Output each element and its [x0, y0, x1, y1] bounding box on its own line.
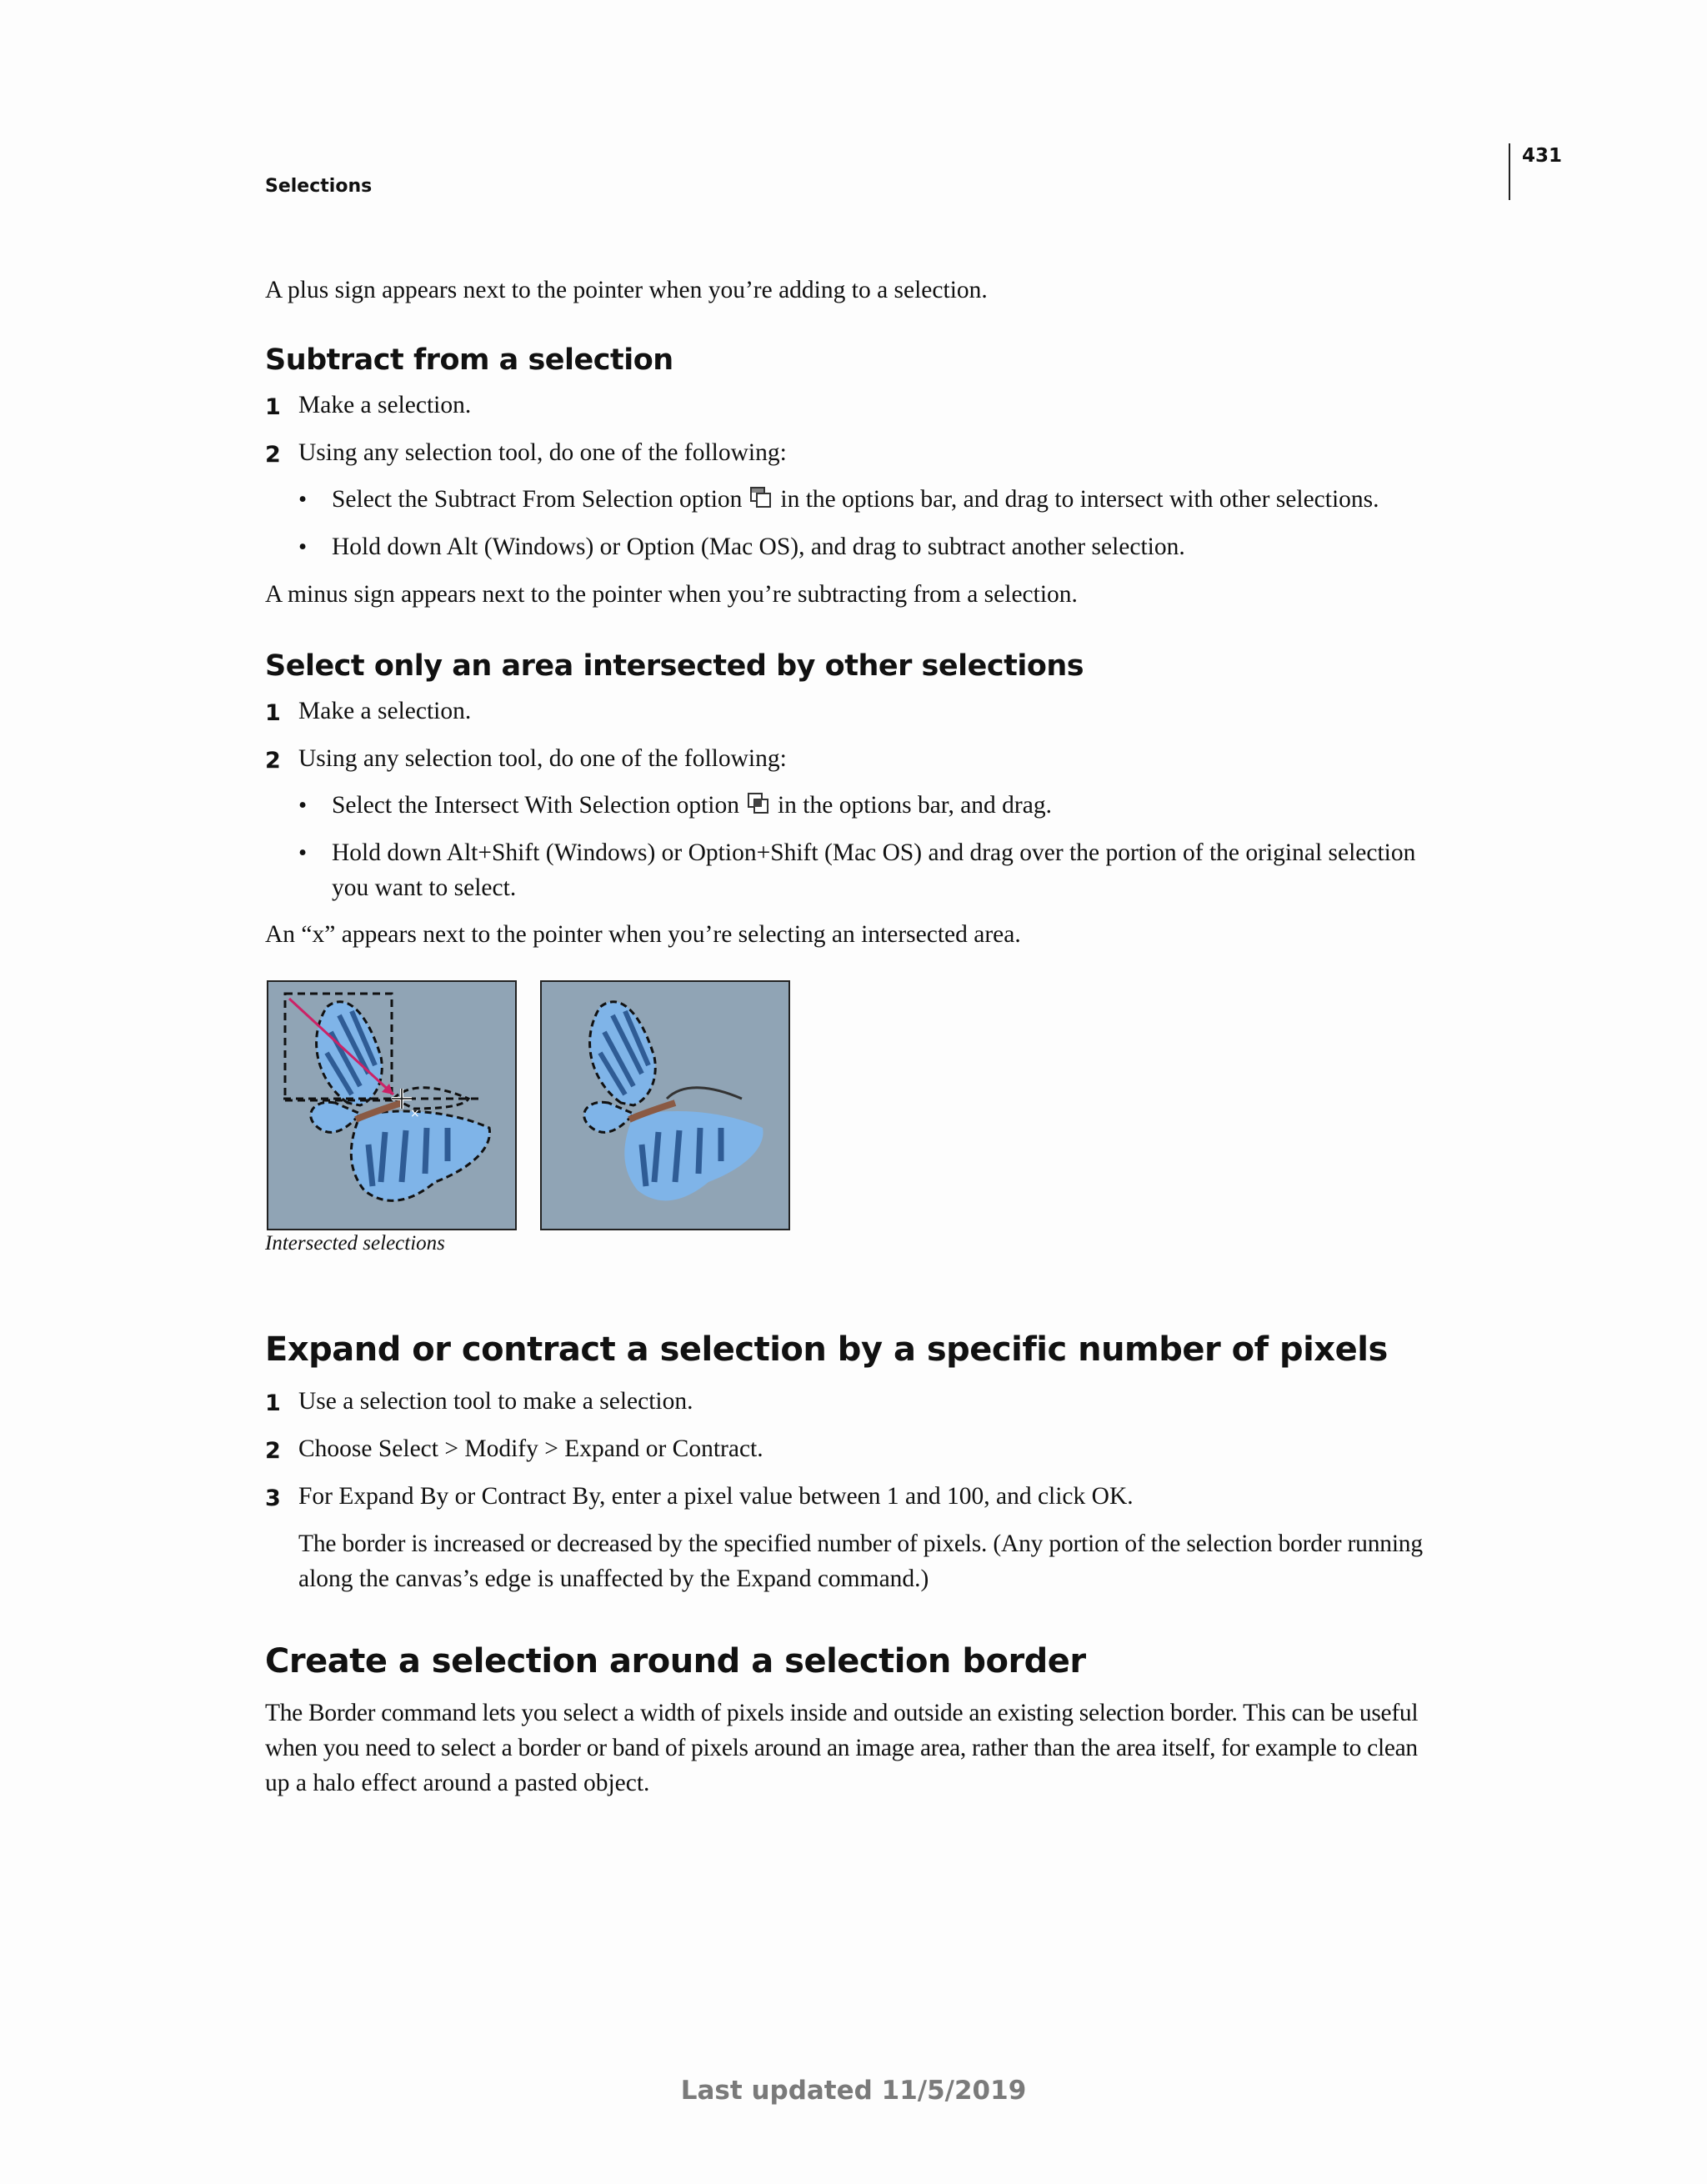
footer-last-updated: Last updated 11/5/2019: [680, 2076, 1027, 2106]
header-rule: [1509, 143, 1510, 200]
bullet: •: [298, 533, 308, 560]
bullet-text: Hold down Alt+Shift (Windows) or Option+Shift (Mac OS) and drag over the portion of the original selection: [332, 839, 1416, 866]
step-text: Choose Select > Modify > Expand or Contract.: [298, 1435, 763, 1462]
running-header: Selections: [265, 176, 373, 197]
svg-text:×: ×: [410, 1107, 420, 1120]
step-number: 1: [265, 700, 281, 726]
expand-note-line: The border is increased or decreased by the specified number of pixels. (Any portion of the selection border running: [298, 1530, 1423, 1557]
bullet-text: [332, 788, 1052, 823]
border-heading: Create a selection around a selection border: [265, 1642, 1086, 1681]
note-text: An “x” appears next to the pointer when you’re selecting an intersected area.: [265, 921, 1021, 948]
paragraph-line: when you need to select a border or band of pixels around an image area, rather than the area itself, for example to clean: [265, 1735, 1418, 1761]
expand-heading: Expand or contract a selection by a specific number of pixels: [265, 1330, 1388, 1369]
step-text: Use a selection tool to make a selection.: [298, 1388, 693, 1415]
subtract-heading: Subtract from a selection: [265, 343, 673, 377]
figure-intersect-after: [540, 980, 790, 1230]
step-number: 1: [265, 394, 281, 420]
paragraph-line: The Border command lets you select a width of pixels inside and outside an existing selection border. This can be useful: [265, 1700, 1419, 1726]
step-text: Make a selection.: [298, 698, 472, 724]
paragraph-line: up a halo effect around a pasted object.: [265, 1770, 650, 1796]
bullet: •: [298, 792, 308, 819]
butterfly-after-illustration: [542, 982, 788, 1229]
expand-note-line: along the canvas’s edge is unaffected by the Expand command.): [298, 1565, 929, 1592]
bullet: •: [298, 839, 308, 866]
step-number: 1: [265, 1390, 281, 1416]
step-text: Using any selection tool, do one of the following:: [298, 745, 787, 772]
step-text: Make a selection.: [298, 392, 472, 418]
bullet-text: you want to select.: [332, 874, 517, 901]
note-text: A minus sign appears next to the pointer when you’re subtracting from a selection.: [265, 581, 1078, 608]
step-number: 2: [265, 748, 281, 774]
step-text: For Expand By or Contract By, enter a pixel value between 1 and 100, and click OK.: [298, 1483, 1134, 1510]
bullet-text-part: Select the Intersect With Selection option: [332, 792, 739, 819]
bullet-text-part: in the options bar, and drag.: [777, 792, 1052, 819]
subtract-from-selection-icon: [748, 485, 773, 510]
figure-caption: Intersected selections: [265, 1232, 445, 1255]
intro-text: A plus sign appears next to the pointer when you’re adding to a selection.: [265, 277, 988, 303]
bullet-text-part: Select the Subtract From Selection option: [332, 486, 743, 513]
bullet-text-part: in the options bar, and drag to intersect with other selections.: [780, 486, 1379, 513]
bullet-text: Hold down Alt (Windows) or Option (Mac OS), and drag to subtract another selection.: [332, 533, 1185, 560]
figure-intersect-before: [267, 980, 517, 1230]
page-number: 431: [1522, 145, 1563, 167]
bullet: •: [298, 486, 308, 513]
step-text: Using any selection tool, do one of the following:: [298, 439, 787, 466]
bullet-text: [332, 482, 1379, 517]
intersect-heading: Select only an area intersected by other selections: [265, 649, 1084, 683]
step-number: 3: [265, 1485, 281, 1511]
step-number: 2: [265, 1438, 281, 1464]
butterfly-before-illustration: [268, 982, 515, 1229]
intersect-with-selection-icon: [746, 791, 771, 816]
step-number: 2: [265, 442, 281, 468]
